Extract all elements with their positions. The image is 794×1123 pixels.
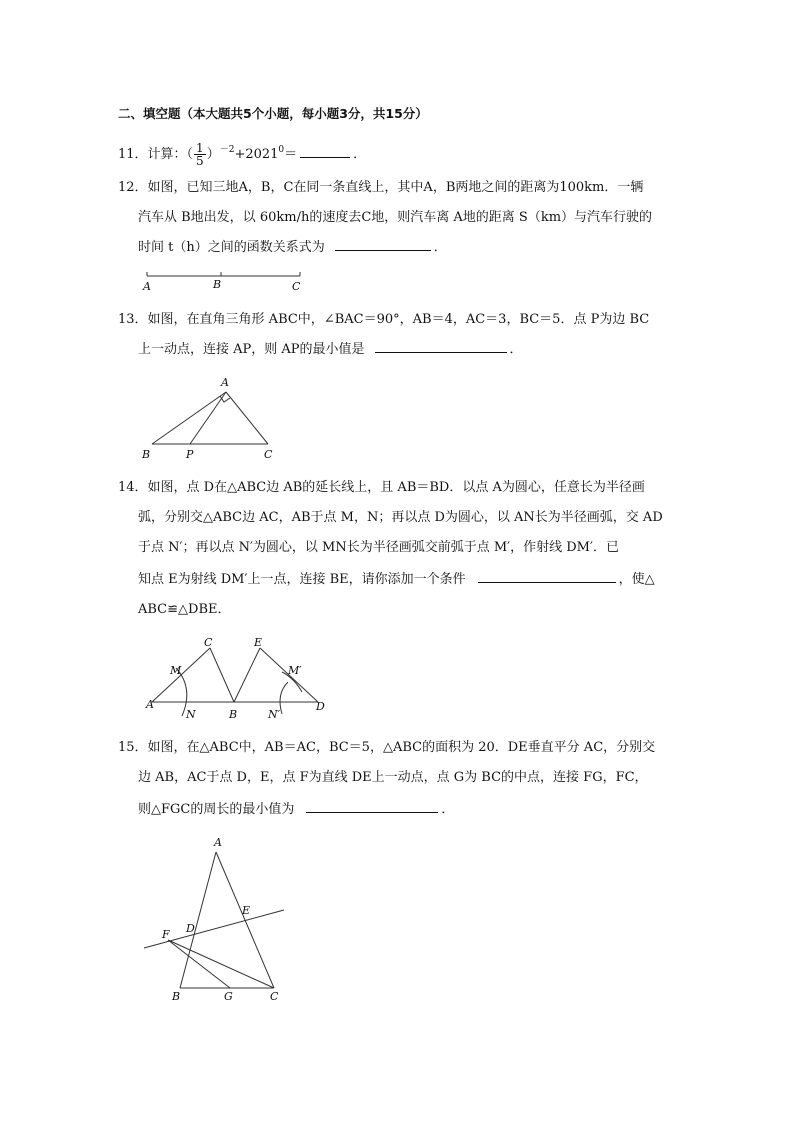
q15-label-g: G	[224, 990, 233, 1003]
q14-label-n: N	[186, 708, 196, 721]
section-title: 二、填空题（本大题共5个小题，每小题3分，共15分）	[118, 106, 428, 121]
q14-label-e: E	[254, 636, 263, 649]
q15-label-e: E	[242, 904, 251, 917]
q15-figure	[140, 834, 300, 1006]
q12-answer-blank[interactable]	[335, 238, 431, 251]
q15-label-a: A	[214, 836, 222, 849]
q14-label-d: D	[316, 700, 325, 713]
q14-label-m-prime: M′	[288, 664, 302, 677]
q11-fraction	[194, 142, 206, 167]
q15-end: ．	[441, 802, 455, 817]
q11-answer-blank[interactable]	[300, 145, 350, 158]
q13-line-2	[138, 340, 523, 360]
q14-label-m: M	[170, 664, 182, 677]
q14-line-4-end: ，使△	[618, 572, 655, 587]
q12-label-c: C	[292, 280, 301, 293]
q12-figure	[140, 266, 310, 296]
q13-label-c: C	[264, 448, 273, 461]
q15-answer-blank[interactable]	[306, 800, 438, 813]
q14-line-4-text: 知点 E为射线 DM′上一点，连接 BE，请你添加一个条件	[138, 572, 466, 587]
q15-line-3-text: 则△FGC的周长的最小值为	[138, 802, 295, 817]
question-11	[118, 140, 366, 167]
q11-frac-num: 1	[196, 141, 204, 155]
q14-line-3: 于点 N′；再以点 N′为圆心，以 MN长为半径画弧交前弧于点 M′，作射线 DM′．已	[138, 540, 619, 555]
q15-label-b: B	[172, 990, 181, 1003]
q11-exponent-zero: 0	[278, 145, 285, 155]
q13-label-b: B	[142, 448, 151, 461]
q13-label-p: P	[186, 448, 194, 461]
q15-label-d: D	[186, 922, 195, 935]
q11-prefix: 11．计算：（	[118, 147, 194, 162]
q12-label-b: B	[213, 278, 222, 291]
q13-figure	[138, 372, 288, 462]
q13-label-a: A	[221, 376, 229, 389]
q13-answer-blank[interactable]	[375, 340, 507, 353]
q14-line-4	[138, 570, 655, 590]
q14-answer-blank[interactable]	[478, 570, 616, 583]
q11-equals: ＝	[284, 147, 298, 162]
q13-end: ．	[509, 342, 523, 357]
q14-line-5: ABC≌△DBE．	[138, 602, 231, 617]
q11-paren-close: ）	[206, 147, 220, 162]
q14-label-n-prime: N′	[268, 708, 281, 721]
q14-line-1: 14．如图，点 D在△ABC边 AB的延长线上，且 AB＝BD．以点 A为圆心，任意长为半径画	[118, 480, 645, 495]
q12-line-3	[138, 238, 447, 258]
q12-line-2: 汽车从 B地出发，以 60km/h的速度去C地，则汽车离 A地的距离 S（km）与汽车行驶的	[138, 210, 653, 225]
q14-line-2: 弧，分别交△ABC边 AC，AB于点 M，N；再以点 D为圆心，以 AN长为半径画弧，交 AD	[138, 510, 663, 525]
q14-figure	[138, 632, 338, 727]
q12-line-3-text: 时间 t（h）之间的函数关系式为	[138, 240, 325, 255]
q11-frac-den: 5	[196, 154, 204, 168]
q14-label-b: B	[229, 708, 238, 721]
q12-line-1: 12．如图，已知三地A，B，C在同一条直线上，其中A，B两地之间的距离为100km．一辆	[118, 180, 644, 195]
q13-line-1: 13．如图，在直角三角形 ABC中，∠BAC＝90°，AB＝4，AC＝3，BC＝5．点 P为边 BC	[118, 312, 650, 327]
q15-line-2: 边 AB，AC于点 D，E，点 F为直线 DE上一动点，点 G为 BC的中点，连接 FG，FC，	[138, 770, 648, 785]
q12-label-a: A	[143, 280, 151, 293]
q15-label-c: C	[270, 990, 279, 1003]
q15-line-1: 15．如图，在△ABC中，AB＝AC，BC＝5，△ABC的面积为 20．DE垂直平分 AC，分别交	[118, 740, 656, 755]
q15-label-f: F	[162, 928, 170, 941]
q15-line-3	[138, 800, 454, 820]
q11-end: ．	[353, 147, 367, 162]
q12-end: ．	[433, 240, 447, 255]
q14-label-a: A	[146, 698, 154, 711]
q11-term: +2021	[234, 147, 279, 162]
q11-exponent: －2	[219, 145, 235, 155]
q13-line-2-text: 上一动点，连接 AP，则 AP的最小值是	[138, 342, 365, 357]
q14-label-c: C	[204, 636, 213, 649]
